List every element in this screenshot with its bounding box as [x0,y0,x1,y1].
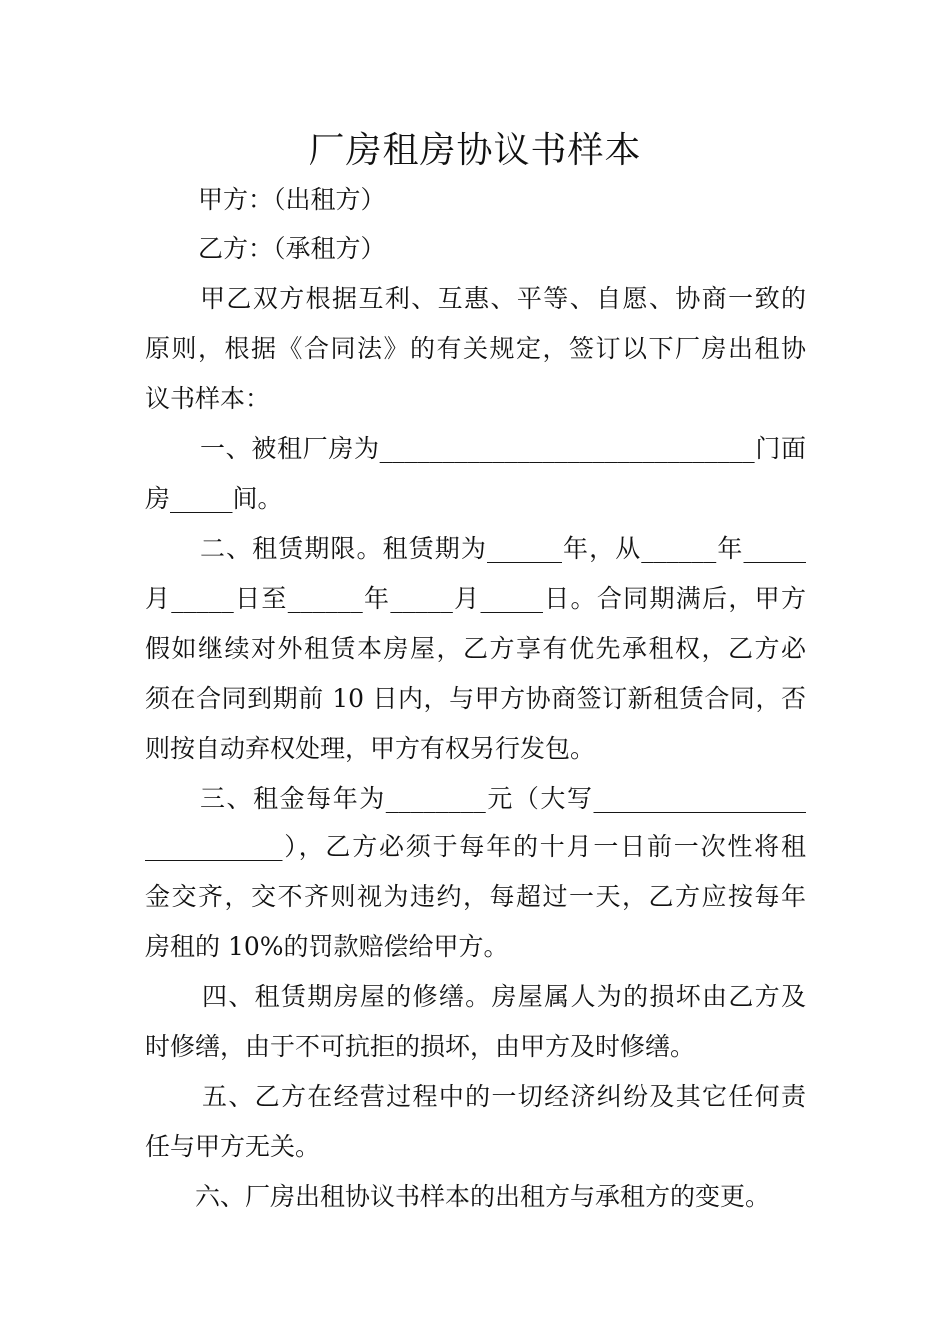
clause-3-line-3: 金交齐，交不齐则视为违约，每超过一天，乙方应按每年 [145,882,806,911]
clause-5-line-1: 五、乙方在经营过程中的一切经济纠纷及其它任何责 [202,1082,806,1111]
clause-2-line-4: 须在合同到期前 10 日内，与甲方协商签订新租赁合同，否 [145,684,806,713]
clause-6-line-1: 六、厂房出租协议书样本的出租方与承租方的变更。 [195,1182,771,1211]
clause-1-line-2: 房_____间。 [145,484,283,513]
preamble-line-2: 原则，根据《合同法》的有关规定，签订以下厂房出租协 [145,334,806,363]
clause-2-line-2: 月_____日至______年_____月_____日。合同期满后，甲方 [145,584,806,613]
clause-1-line-1: 一、被租厂房为______________________________门面 [200,434,806,463]
preamble-line-1: 甲乙双方根据互利、互惠、平等、自愿、协商一致的 [200,284,806,313]
party-b-line: 乙方：（承租方） [198,234,386,263]
clause-5-line-2: 任与甲方无关。 [145,1132,321,1161]
clause-4-line-2: 时修缮，由于不可抗拒的损坏，由甲方及时修缮。 [145,1032,696,1061]
clause-2-line-1: 二、租赁期限。租赁期为______年，从______年_____ [200,534,806,563]
document-title: 厂房租房协议书样本 [308,130,642,171]
party-a-line: 甲方：（出租方） [198,185,386,214]
clause-3-line-1: 三、租金每年为________元（大写_________________ [200,784,806,813]
clause-3-line-4: 房租的 10%的罚款赔偿给甲方。 [145,932,509,961]
clause-3-line-2: ___________），乙方必须于每年的十月一日前一次性将租 [145,832,806,861]
preamble-line-3: 议书样本： [145,384,271,413]
clause-2-line-3: 假如继续对外租赁本房屋，乙方享有优先承租权，乙方必 [145,634,806,663]
clause-4-line-1: 四、租赁期房屋的修缮。房屋属人为的损坏由乙方及 [202,982,806,1011]
clause-2-line-5: 则按自动弃权处理，甲方有权另行发包。 [145,734,596,763]
